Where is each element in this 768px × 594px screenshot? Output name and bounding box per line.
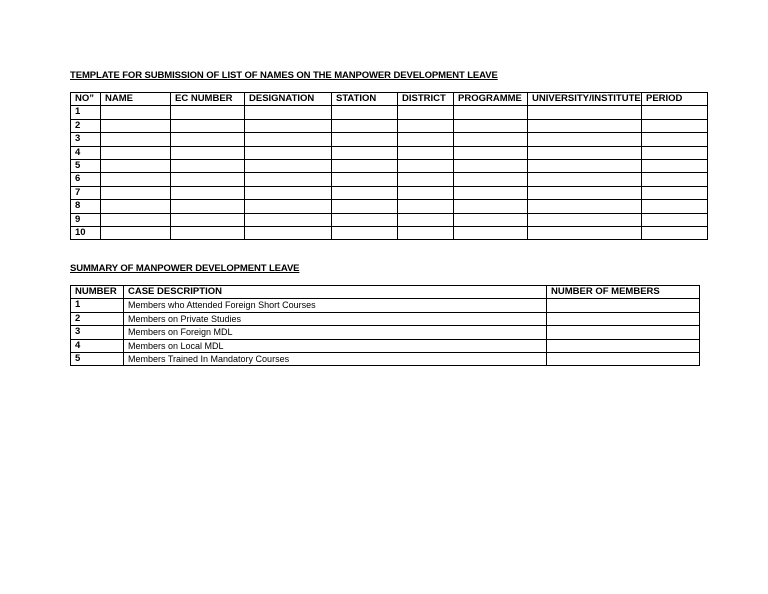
empty-cell[interactable] xyxy=(245,173,332,186)
table-row xyxy=(71,353,700,366)
empty-cell[interactable] xyxy=(101,213,171,226)
empty-cell[interactable] xyxy=(454,227,528,240)
empty-cell[interactable] xyxy=(398,119,454,132)
empty-cell[interactable] xyxy=(642,213,708,226)
number-of-members-cell[interactable] xyxy=(547,353,700,366)
empty-cell[interactable] xyxy=(171,160,245,173)
col-header-number-of-members: NUMBER OF MEMBERS xyxy=(547,286,700,299)
names-table-header-row xyxy=(71,93,708,106)
empty-cell[interactable] xyxy=(642,119,708,132)
row-number: 3 xyxy=(71,133,101,146)
empty-cell[interactable] xyxy=(454,200,528,213)
table-row xyxy=(71,160,708,173)
table-row xyxy=(71,339,700,352)
empty-cell[interactable] xyxy=(101,186,171,199)
row-number: 3 xyxy=(71,326,124,339)
empty-cell[interactable] xyxy=(245,119,332,132)
col-header-ec-number: EC NUMBER xyxy=(171,93,245,106)
empty-cell[interactable] xyxy=(171,173,245,186)
empty-cell[interactable] xyxy=(171,227,245,240)
table-row xyxy=(71,213,708,226)
empty-cell[interactable] xyxy=(245,213,332,226)
case-description: Members who Attended Foreign Short Courses xyxy=(124,299,547,312)
empty-cell[interactable] xyxy=(245,146,332,159)
number-of-members-cell[interactable] xyxy=(547,326,700,339)
empty-cell[interactable] xyxy=(171,133,245,146)
empty-cell[interactable] xyxy=(454,106,528,119)
table-row xyxy=(71,227,708,240)
empty-cell[interactable] xyxy=(528,213,642,226)
empty-cell[interactable] xyxy=(398,213,454,226)
empty-cell[interactable] xyxy=(454,119,528,132)
empty-cell[interactable] xyxy=(642,106,708,119)
empty-cell[interactable] xyxy=(332,200,398,213)
col-header-station: STATION xyxy=(332,93,398,106)
empty-cell[interactable] xyxy=(528,146,642,159)
empty-cell[interactable] xyxy=(642,227,708,240)
row-number: 4 xyxy=(71,339,124,352)
number-of-members-cell[interactable] xyxy=(547,299,700,312)
table-row xyxy=(71,299,700,312)
empty-cell[interactable] xyxy=(245,186,332,199)
row-number: 6 xyxy=(71,173,101,186)
names-template-title: TEMPLATE FOR SUBMISSION OF LIST OF NAMES ON THE MANPOWER DEVELOPMENT LEAVE xyxy=(70,70,498,81)
row-number: 10 xyxy=(71,227,101,240)
empty-cell[interactable] xyxy=(398,160,454,173)
col-header-programme: PROGRAMME xyxy=(454,93,528,106)
col-header-case-description: CASE DESCRIPTION xyxy=(124,286,547,299)
names-table-body xyxy=(71,106,708,240)
empty-cell[interactable] xyxy=(171,106,245,119)
col-header-university-institute: UNIVERSITY/INSTITUTE xyxy=(528,93,642,106)
empty-cell[interactable] xyxy=(171,213,245,226)
empty-cell[interactable] xyxy=(528,133,642,146)
empty-cell[interactable] xyxy=(171,200,245,213)
empty-cell[interactable] xyxy=(101,133,171,146)
empty-cell[interactable] xyxy=(528,119,642,132)
table-row xyxy=(71,200,708,213)
table-row xyxy=(71,106,708,119)
empty-cell[interactable] xyxy=(101,119,171,132)
empty-cell[interactable] xyxy=(398,227,454,240)
empty-cell[interactable] xyxy=(332,173,398,186)
empty-cell[interactable] xyxy=(101,227,171,240)
empty-cell[interactable] xyxy=(642,173,708,186)
empty-cell[interactable] xyxy=(454,133,528,146)
case-description: Members on Local MDL xyxy=(124,339,547,352)
empty-cell[interactable] xyxy=(528,200,642,213)
names-table xyxy=(70,92,708,240)
row-number: 2 xyxy=(71,312,124,325)
row-number: 1 xyxy=(71,106,101,119)
empty-cell[interactable] xyxy=(332,146,398,159)
empty-cell[interactable] xyxy=(245,106,332,119)
table-row xyxy=(71,312,700,325)
empty-cell[interactable] xyxy=(642,186,708,199)
row-number: 2 xyxy=(71,119,101,132)
row-number: 7 xyxy=(71,186,101,199)
empty-cell[interactable] xyxy=(171,146,245,159)
empty-cell[interactable] xyxy=(528,186,642,199)
row-number: 1 xyxy=(71,299,124,312)
col-header-period: PERIOD xyxy=(642,93,708,106)
case-description: Members on Private Studies xyxy=(124,312,547,325)
empty-cell[interactable] xyxy=(245,133,332,146)
empty-cell[interactable] xyxy=(332,160,398,173)
empty-cell[interactable] xyxy=(101,200,171,213)
row-number: 5 xyxy=(71,353,124,366)
empty-cell[interactable] xyxy=(454,186,528,199)
col-header-name: NAME xyxy=(101,93,171,106)
case-description: Members on Foreign MDL xyxy=(124,326,547,339)
empty-cell[interactable] xyxy=(398,133,454,146)
table-row xyxy=(71,119,708,132)
row-number: 4 xyxy=(71,146,101,159)
case-description: Members Trained In Mandatory Courses xyxy=(124,353,547,366)
empty-cell[interactable] xyxy=(245,227,332,240)
number-of-members-cell[interactable] xyxy=(547,312,700,325)
col-header-no: NO” xyxy=(71,93,101,106)
summary-table-body xyxy=(71,299,700,366)
empty-cell[interactable] xyxy=(454,146,528,159)
col-header-designation: DESIGNATION xyxy=(245,93,332,106)
table-row xyxy=(71,186,708,199)
empty-cell[interactable] xyxy=(454,213,528,226)
empty-cell[interactable] xyxy=(171,186,245,199)
empty-cell[interactable] xyxy=(642,200,708,213)
empty-cell[interactable] xyxy=(101,160,171,173)
empty-cell[interactable] xyxy=(332,106,398,119)
empty-cell[interactable] xyxy=(642,133,708,146)
empty-cell[interactable] xyxy=(528,160,642,173)
empty-cell[interactable] xyxy=(245,200,332,213)
empty-cell[interactable] xyxy=(454,173,528,186)
empty-cell[interactable] xyxy=(101,106,171,119)
empty-cell[interactable] xyxy=(171,119,245,132)
empty-cell[interactable] xyxy=(398,106,454,119)
empty-cell[interactable] xyxy=(332,213,398,226)
empty-cell[interactable] xyxy=(398,200,454,213)
empty-cell[interactable] xyxy=(528,173,642,186)
empty-cell[interactable] xyxy=(454,160,528,173)
empty-cell[interactable] xyxy=(332,133,398,146)
empty-cell[interactable] xyxy=(101,173,171,186)
empty-cell[interactable] xyxy=(332,227,398,240)
table-row xyxy=(71,326,700,339)
table-row xyxy=(71,173,708,186)
empty-cell[interactable] xyxy=(332,186,398,199)
summary-table xyxy=(70,285,700,366)
row-number: 8 xyxy=(71,200,101,213)
empty-cell[interactable] xyxy=(332,119,398,132)
row-number: 9 xyxy=(71,213,101,226)
empty-cell[interactable] xyxy=(398,146,454,159)
empty-cell[interactable] xyxy=(528,227,642,240)
empty-cell[interactable] xyxy=(398,186,454,199)
col-header-number: NUMBER xyxy=(71,286,124,299)
empty-cell[interactable] xyxy=(642,160,708,173)
empty-cell[interactable] xyxy=(245,160,332,173)
empty-cell[interactable] xyxy=(101,146,171,159)
table-row xyxy=(71,133,708,146)
row-number: 5 xyxy=(71,160,101,173)
col-header-district: DISTRICT xyxy=(398,93,454,106)
number-of-members-cell[interactable] xyxy=(547,339,700,352)
table-row xyxy=(71,146,708,159)
empty-cell[interactable] xyxy=(528,106,642,119)
empty-cell[interactable] xyxy=(642,146,708,159)
summary-title: SUMMARY OF MANPOWER DEVELOPMENT LEAVE xyxy=(70,263,300,274)
summary-table-header-row xyxy=(71,286,700,299)
empty-cell[interactable] xyxy=(398,173,454,186)
